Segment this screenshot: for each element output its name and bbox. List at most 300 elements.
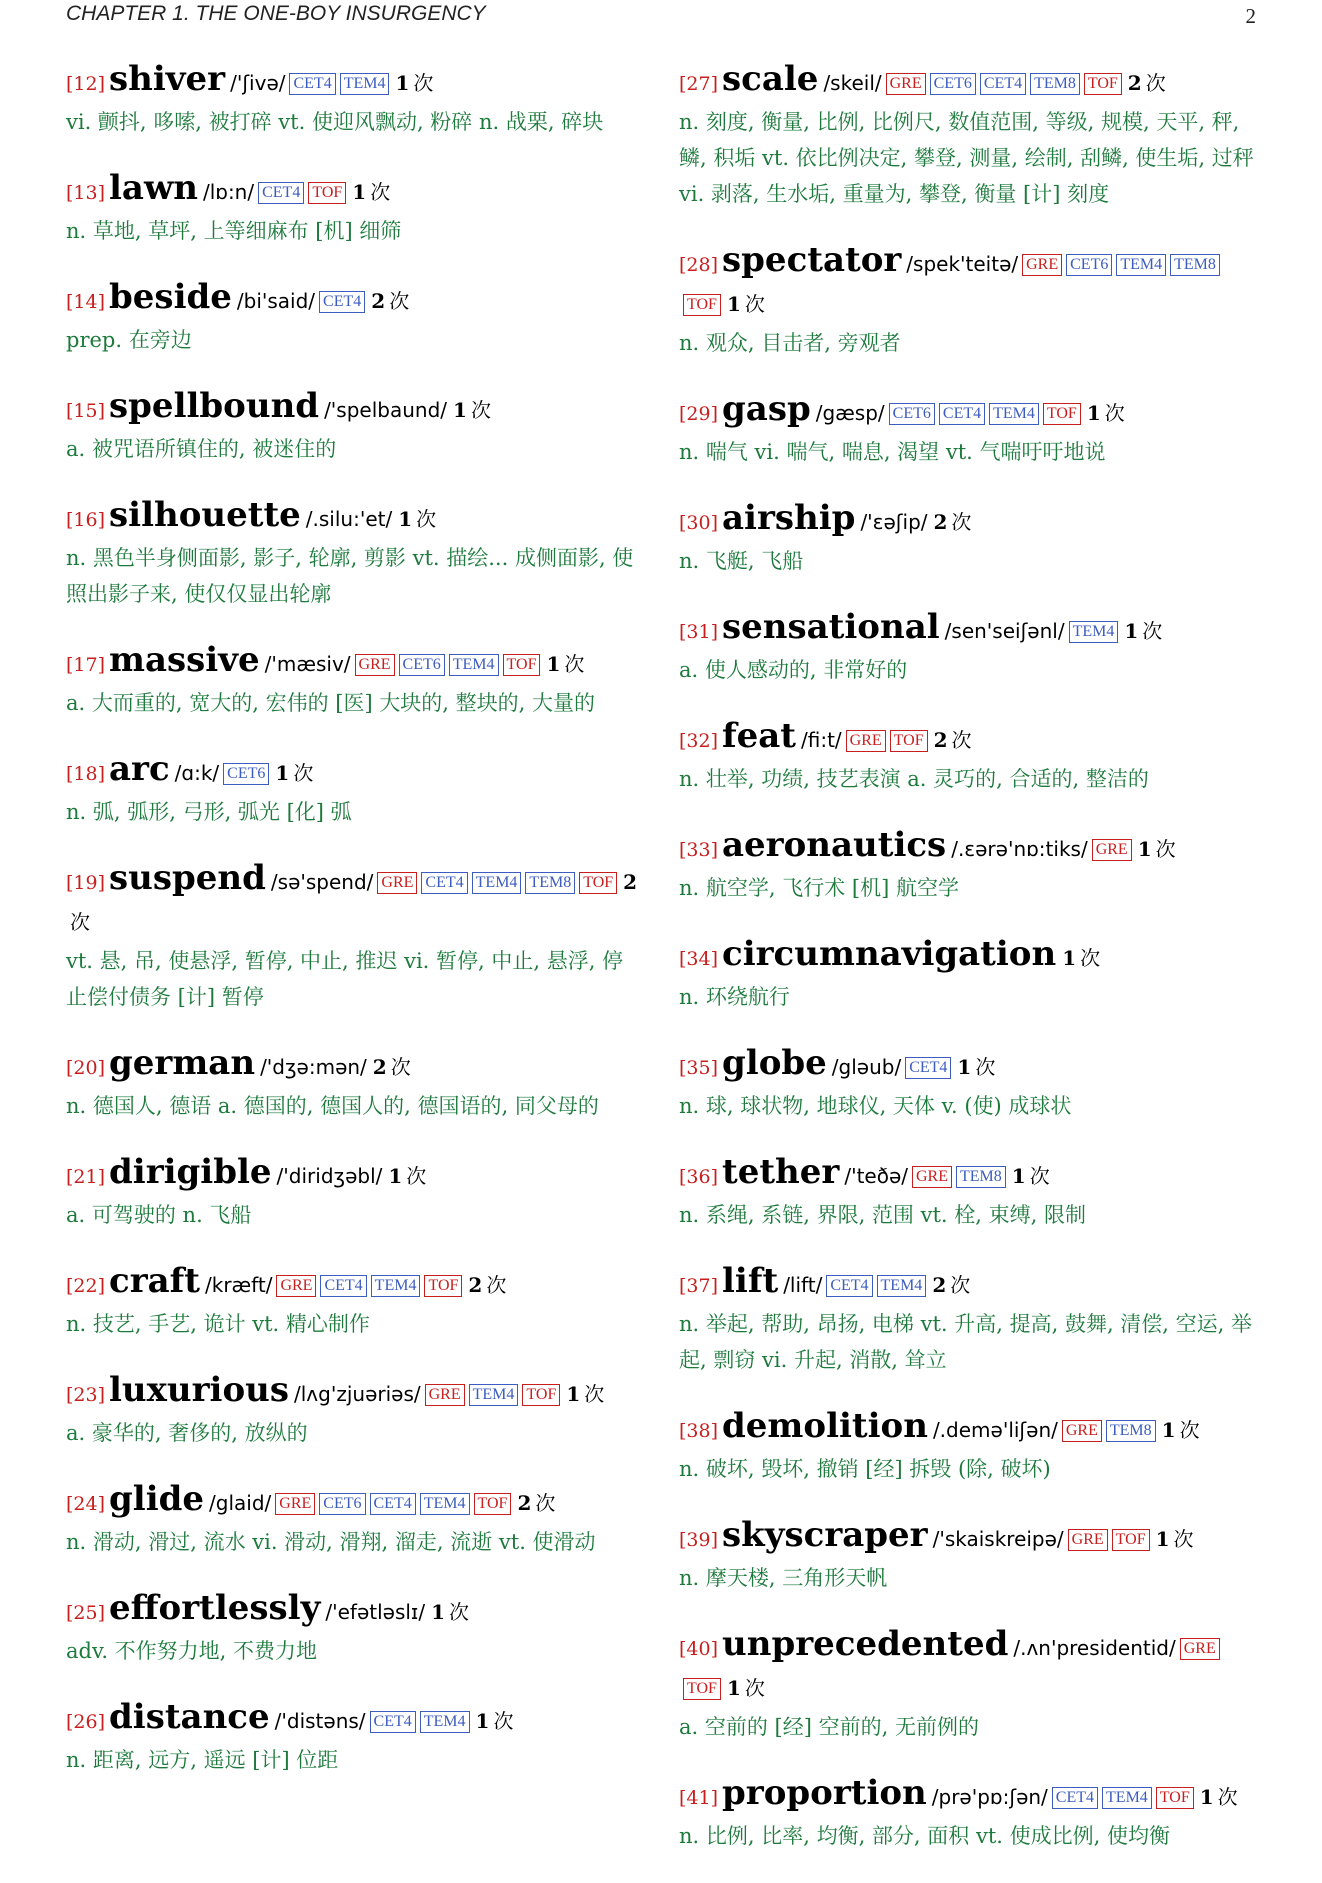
entry-index: [26] [66, 1711, 106, 1733]
occurrence-count: 1 [726, 1676, 741, 1700]
occurrence-count: 1 [566, 1382, 581, 1406]
exam-tag-cet4: CET4 [370, 1711, 416, 1733]
entry-word: german [109, 1043, 256, 1083]
exam-tag-tof: TOF [1156, 1787, 1194, 1809]
vocab-entry [679, 1625, 1256, 1745]
entry-definition: vi. 颤抖, 哆嗦, 被打碎 vt. 使迎风飘动, 粉碎 n. 战栗, 碎块 [66, 110, 604, 134]
exam-tag-cet6: CET6 [889, 403, 935, 425]
entry-headline [66, 387, 643, 431]
exam-tag-tof: TOF [1084, 73, 1122, 95]
exam-tag-tem4: TEM4 [340, 73, 390, 95]
entry-index: [41] [679, 1787, 719, 1809]
occurrence-count: 1 [395, 71, 410, 95]
occurrence-count: 2 [517, 1491, 532, 1515]
entry-headline [679, 1774, 1256, 1818]
entry-phonetic: /lift/ [783, 1273, 823, 1297]
entry-phonetic: /'ɛəʃip/ [860, 510, 928, 534]
entry-headline [679, 1516, 1256, 1560]
exam-tag-gre: GRE [846, 730, 886, 752]
entry-phonetic: /'mæsiv/ [264, 652, 351, 676]
entry-headline [679, 826, 1256, 870]
entry-definition: n. 破坏, 毁坏, 撤销 [经] 拆毁 (除, 破坏) [679, 1457, 1051, 1481]
vocab-entry [66, 1698, 643, 1778]
entry-phonetic: /'dʒə:mən/ [260, 1055, 367, 1079]
entry-word: spectator [722, 240, 902, 280]
occurrence-unit: 次 [470, 398, 491, 422]
entry-phonetic: /'distəns/ [274, 1709, 366, 1733]
exam-tag-cet4: CET4 [1052, 1787, 1098, 1809]
entry-index: [16] [66, 509, 106, 531]
occurrence-count: 1 [388, 1164, 403, 1188]
occurrence-unit: 次 [389, 289, 410, 313]
exam-tag-tem8: TEM8 [1106, 1420, 1156, 1442]
entry-phonetic: /prə'pɒ:ʃən/ [931, 1785, 1048, 1809]
entry-headline [66, 169, 643, 213]
vocab-entry [679, 826, 1256, 906]
exam-tag-cet6: CET6 [223, 763, 269, 785]
occurrence-count: 2 [933, 510, 948, 534]
exam-tag-cet6: CET6 [930, 73, 976, 95]
exam-tag-tem4: TEM4 [472, 872, 522, 894]
exam-tag-tem4: TEM4 [469, 1384, 519, 1406]
occurrence-count: 1 [1086, 401, 1101, 425]
entry-headline [679, 608, 1256, 652]
entry-index: [30] [679, 512, 719, 534]
vocab-entry [66, 750, 643, 830]
exam-tag-cet4: CET4 [320, 1275, 366, 1297]
vocab-entry [679, 1516, 1256, 1596]
vocab-entry [679, 241, 1256, 361]
entry-phonetic: /sə'spend/ [270, 870, 374, 894]
vocab-entry [66, 1480, 643, 1560]
entry-phonetic: /gləub/ [831, 1055, 902, 1079]
occurrence-unit: 次 [493, 1709, 514, 1733]
entry-headline [679, 390, 1256, 434]
entry-index: [14] [66, 291, 106, 313]
occurrence-count: 1 [1155, 1527, 1170, 1551]
exam-tag-tof: TOF [683, 294, 721, 316]
vocab-entry [66, 1044, 643, 1124]
entry-headline [679, 1407, 1256, 1451]
exam-tag-tem8: TEM8 [1030, 73, 1080, 95]
entry-word: dirigible [109, 1152, 272, 1192]
occurrence-unit: 次 [951, 728, 972, 752]
entry-definition: a. 被咒语所镇住的, 被迷住的 [66, 437, 337, 461]
exam-tag-gre: GRE [425, 1384, 465, 1406]
entry-index: [35] [679, 1057, 719, 1079]
occurrence-count: 1 [1199, 1785, 1214, 1809]
occurrence-unit: 次 [293, 761, 314, 785]
entry-definition: a. 大而重的, 宽大的, 宏伟的 [医] 大块的, 整块的, 大量的 [66, 691, 596, 715]
entry-definition: n. 壮举, 功绩, 技艺表演 a. 灵巧的, 合适的, 整洁的 [679, 767, 1149, 791]
entry-word: unprecedented [722, 1624, 1009, 1664]
entry-index: [18] [66, 763, 106, 785]
entry-phonetic: /'spelbaund/ [324, 398, 448, 422]
occurrence-unit: 次 [951, 510, 972, 534]
entry-definition: n. 观众, 目击者, 旁观者 [679, 331, 901, 355]
entry-phonetic: /'skaiskreipə/ [932, 1527, 1064, 1551]
entry-index: [34] [679, 948, 719, 970]
entry-word: lawn [109, 168, 198, 208]
exam-tag-tem8: TEM8 [525, 872, 575, 894]
entry-definition: n. 环绕航行 [679, 985, 790, 1009]
entry-definition: n. 弧, 弧形, 弓形, 弧光 [化] 弧 [66, 800, 352, 824]
entry-definition: n. 比例, 比率, 均衡, 部分, 面积 vt. 使成比例, 使均衡 [679, 1824, 1170, 1848]
exam-tag-tof: TOF [474, 1493, 512, 1515]
vocab-entry [679, 499, 1256, 579]
entry-index: [13] [66, 182, 106, 204]
entry-phonetic: /'efətləslɪ/ [325, 1600, 426, 1624]
entry-phonetic: /.ʌn'presidentid/ [1013, 1636, 1176, 1660]
occurrence-unit: 次 [449, 1600, 470, 1624]
entry-phonetic: /gæsp/ [815, 401, 885, 425]
occurrence-count: 1 [431, 1600, 446, 1624]
entry-definition: vt. 悬, 吊, 使悬浮, 暂停, 中止, 推迟 vi. 暂停, 中止, 悬浮, 停止偿付债务 [计] 暂停 [66, 949, 624, 1009]
entry-headline [66, 1589, 643, 1633]
entry-word: proportion [722, 1773, 927, 1813]
exam-tag-tof: TOF [1043, 403, 1081, 425]
occurrence-unit: 次 [1217, 1785, 1238, 1809]
entry-phonetic: /'teðə/ [844, 1164, 908, 1188]
vocab-entry [679, 935, 1256, 1015]
occurrence-count: 2 [932, 1273, 947, 1297]
entry-phonetic: /bi'said/ [236, 289, 316, 313]
entry-headline [66, 1044, 643, 1088]
occurrence-count: 2 [372, 1055, 387, 1079]
occurrence-count: 1 [957, 1055, 972, 1079]
occurrence-unit: 次 [413, 71, 434, 95]
occurrence-unit: 次 [406, 1164, 427, 1188]
exam-tag-tem4: TEM4 [1102, 1787, 1152, 1809]
vocab-entry [66, 1153, 643, 1233]
vocab-entry [66, 169, 643, 249]
entry-index: [23] [66, 1384, 106, 1406]
entry-word: tether [722, 1152, 840, 1192]
vocab-entry [679, 1044, 1256, 1124]
occurrence-unit: 次 [1179, 1418, 1200, 1442]
exam-tag-tof: TOF [683, 1678, 721, 1700]
exam-tag-gre: GRE [1092, 839, 1132, 861]
occurrence-unit: 次 [950, 1273, 971, 1297]
occurrence-unit: 次 [1142, 619, 1163, 643]
entry-word: circumnavigation [722, 934, 1057, 974]
entry-word: airship [722, 498, 856, 538]
entry-phonetic: /ɑ:k/ [174, 761, 220, 785]
occurrence-unit: 次 [564, 652, 585, 676]
entry-headline [679, 241, 1256, 325]
entry-definition: n. 飞艇, 飞船 [679, 549, 804, 573]
entry-index: [24] [66, 1493, 106, 1515]
entry-phonetic: /glaid/ [209, 1491, 272, 1515]
entry-word: silhouette [109, 495, 301, 535]
entry-index: [33] [679, 839, 719, 861]
entry-word: beside [109, 277, 232, 317]
exam-tag-cet6: CET6 [319, 1493, 365, 1515]
entry-index: [27] [679, 73, 719, 95]
occurrence-unit: 次 [744, 292, 765, 316]
entry-word: craft [109, 1261, 200, 1301]
entry-word: spellbound [109, 386, 320, 426]
occurrence-count: 2 [623, 870, 638, 894]
occurrence-unit: 次 [390, 1055, 411, 1079]
vocab-entry [66, 1371, 643, 1451]
occurrence-count: 2 [468, 1273, 483, 1297]
entry-headline [66, 750, 643, 794]
exam-tag-cet4: CET4 [370, 1493, 416, 1515]
entry-index: [31] [679, 621, 719, 643]
entry-definition: n. 距离, 远方, 遥远 [计] 位距 [66, 1748, 339, 1772]
entry-definition: adv. 不作努力地, 不费力地 [66, 1639, 318, 1663]
vocab-entry [66, 641, 643, 721]
entry-headline [679, 1262, 1256, 1306]
entry-headline [679, 60, 1256, 104]
exam-tag-cet6: CET6 [1066, 254, 1112, 276]
entry-definition: a. 空前的 [经] 空前的, 无前例的 [679, 1715, 979, 1739]
occurrence-count: 1 [1011, 1164, 1026, 1188]
occurrence-count: 1 [453, 398, 467, 422]
entry-word: gasp [722, 389, 811, 429]
exam-tag-tem4: TEM4 [1116, 254, 1166, 276]
occurrence-count: 1 [1161, 1418, 1176, 1442]
entry-word: suspend [109, 858, 266, 898]
entry-index: [32] [679, 730, 719, 752]
entry-definition: n. 球, 球状物, 地球仪, 天体 v. (使) 成球状 [679, 1094, 1072, 1118]
vocab-entry [679, 717, 1256, 797]
occurrence-count: 1 [726, 292, 741, 316]
exam-tag-cet4: CET4 [421, 872, 467, 894]
exam-tag-gre: GRE [355, 654, 395, 676]
entry-index: [12] [66, 73, 106, 95]
entry-definition: prep. 在旁边 [66, 328, 192, 352]
entry-index: [38] [679, 1420, 719, 1442]
exam-tag-cet4: CET4 [319, 291, 365, 313]
entry-index: [20] [66, 1057, 106, 1079]
entry-phonetic: /.silu:'et/ [305, 507, 393, 531]
entry-headline [679, 1153, 1256, 1197]
entry-definition: n. 举起, 帮助, 昂扬, 电梯 vt. 升高, 提高, 鼓舞, 清偿, 空运, 举起, 剽窃 vi. 升起, 消散, 耸立 [679, 1312, 1253, 1372]
vocab-entry [66, 278, 643, 358]
entry-index: [39] [679, 1529, 719, 1551]
entry-word: effortlessly [109, 1588, 321, 1628]
entry-phonetic: /skeil/ [823, 71, 882, 95]
exam-tag-gre: GRE [1068, 1529, 1108, 1551]
exam-tag-cet4: CET4 [826, 1275, 872, 1297]
vocab-entry [66, 1262, 643, 1342]
occurrence-count: 2 [1127, 71, 1142, 95]
vocab-entry [66, 496, 643, 612]
entry-phonetic: /.ɛərə'nɒ:tiks/ [951, 837, 1088, 861]
vocab-entry [66, 859, 643, 1015]
entry-word: shiver [109, 59, 226, 99]
entry-headline [66, 1371, 643, 1415]
entry-word: demolition [722, 1406, 928, 1446]
left-column [66, 60, 643, 1883]
entry-headline [66, 60, 643, 104]
vocab-entry [679, 1774, 1256, 1854]
entry-headline [66, 496, 643, 540]
entry-headline [66, 1698, 643, 1742]
occurrence-unit: 次 [1145, 71, 1166, 95]
occurrence-unit: 次 [70, 910, 90, 934]
chapter-title: CHAPTER 1. THE ONE-BOY INSURGENCY [66, 2, 486, 25]
entry-definition: n. 喘气 vi. 喘气, 喘息, 渴望 vt. 气喘吁吁地说 [679, 440, 1106, 464]
exam-tag-tof: TOF [424, 1275, 462, 1297]
occurrence-unit: 次 [584, 1382, 605, 1406]
exam-tag-tof: TOF [522, 1384, 560, 1406]
exam-tag-tof: TOF [503, 654, 541, 676]
entry-word: feat [722, 716, 797, 756]
exam-tag-tem4: TEM4 [877, 1275, 927, 1297]
entry-definition: n. 黑色半身侧面影, 影子, 轮廓, 剪影 vt. 描绘... 成侧面影, 使照出影子来, 使仅仅显出轮廓 [66, 546, 634, 606]
entry-phonetic: /'diridʒəbl/ [276, 1164, 383, 1188]
page-number: 2 [1245, 4, 1256, 28]
exam-tag-tof: TOF [308, 182, 346, 204]
entry-definition: a. 使人感动的, 非常好的 [679, 658, 908, 682]
vocab-entry [66, 60, 643, 140]
entry-phonetic: /spek'teitə/ [906, 252, 1019, 276]
entry-headline [679, 717, 1256, 761]
occurrence-count: 1 [352, 180, 367, 204]
exam-tag-gre: GRE [1180, 1638, 1220, 1660]
exam-tag-tem4: TEM4 [420, 1711, 470, 1733]
exam-tag-gre: GRE [1022, 254, 1062, 276]
exam-tag-cet4: CET4 [939, 403, 985, 425]
occurrence-unit: 次 [744, 1676, 765, 1700]
occurrence-count: 1 [275, 761, 290, 785]
vocab-entry [679, 390, 1256, 470]
exam-tag-tem4: TEM4 [989, 403, 1039, 425]
vocab-entry [66, 1589, 643, 1669]
entry-word: sensational [722, 607, 940, 647]
occurrence-count: 2 [371, 289, 386, 313]
entry-index: [40] [679, 1638, 719, 1660]
exam-tag-gre: GRE [886, 73, 926, 95]
vocab-entry [679, 608, 1256, 688]
occurrence-unit: 次 [486, 1273, 507, 1297]
entry-index: [29] [679, 403, 719, 425]
vocab-entry [679, 1407, 1256, 1487]
vocab-entry [679, 60, 1256, 212]
entry-phonetic: /lʌg'zjuəriəs/ [294, 1382, 421, 1406]
vocab-entry [679, 1153, 1256, 1233]
vocab-entry [679, 1262, 1256, 1378]
entry-word: globe [722, 1043, 827, 1083]
entry-index: [28] [679, 254, 719, 276]
entry-definition: n. 技艺, 手艺, 诡计 vt. 精心制作 [66, 1312, 370, 1336]
occurrence-unit: 次 [1104, 401, 1125, 425]
entry-phonetic: /fi:t/ [801, 728, 842, 752]
exam-tag-tof: TOF [1112, 1529, 1150, 1551]
entry-headline [66, 859, 643, 943]
entry-phonetic: /sen'seiʃənl/ [944, 619, 1065, 643]
entry-definition: n. 摩天楼, 三角形天帆 [679, 1566, 888, 1590]
occurrence-count: 1 [1124, 619, 1139, 643]
entry-definition: n. 滑动, 滑过, 流水 vi. 滑动, 滑翔, 溜走, 流逝 vt. 使滑动 [66, 1530, 596, 1554]
entry-phonetic: /.demə'liʃən/ [932, 1418, 1058, 1442]
exam-tag-cet4: CET4 [980, 73, 1026, 95]
entry-word: lift [722, 1261, 779, 1301]
entry-index: [37] [679, 1275, 719, 1297]
exam-tag-tem4: TEM4 [420, 1493, 470, 1515]
exam-tag-tem4: TEM4 [371, 1275, 421, 1297]
occurrence-unit: 次 [370, 180, 391, 204]
occurrence-unit: 次 [1173, 1527, 1194, 1551]
occurrence-unit: 次 [1029, 1164, 1050, 1188]
entry-word: distance [109, 1697, 270, 1737]
entry-headline [679, 1625, 1256, 1709]
entry-headline [66, 641, 643, 685]
entry-phonetic: /kræft/ [205, 1273, 273, 1297]
entry-phonetic: /lɒ:n/ [202, 180, 255, 204]
exam-tag-tem4: TEM4 [449, 654, 499, 676]
exam-tag-cet6: CET6 [399, 654, 445, 676]
running-header [66, 2, 1256, 28]
exam-tag-tem8: TEM8 [1170, 254, 1220, 276]
exam-tag-gre: GRE [1062, 1420, 1102, 1442]
entry-definition: a. 豪华的, 奢侈的, 放纵的 [66, 1421, 308, 1445]
occurrence-count: 1 [1137, 837, 1152, 861]
exam-tag-cet4: CET4 [289, 73, 335, 95]
occurrence-unit: 次 [1080, 946, 1101, 970]
entry-definition: n. 航空学, 飞行术 [机] 航空学 [679, 876, 959, 900]
occurrence-unit: 次 [975, 1055, 996, 1079]
entry-word: skyscraper [722, 1515, 928, 1555]
entry-definition: n. 刻度, 衡量, 比例, 比例尺, 数值范围, 等级, 规模, 天平, 秤, 鳞, 积垢 vt. 依比例决定, 攀登, 测量, 绘制, 刮鳞, 使生垢, 过秤 vi. 剥落, 生水垢, 重量为, 攀登, 衡量 [计] 刻度 [679, 110, 1254, 206]
occurrence-count: 1 [475, 1709, 490, 1733]
entry-word: scale [722, 59, 819, 99]
entry-definition: n. 草地, 草坪, 上等细麻布 [机] 细筛 [66, 219, 402, 243]
entry-definition: n. 德国人, 德语 a. 德国的, 德国人的, 德国语的, 同父母的 [66, 1094, 599, 1118]
entry-headline [66, 1262, 643, 1306]
entry-index: [15] [66, 400, 106, 422]
entry-headline [679, 499, 1256, 543]
entry-index: [22] [66, 1275, 106, 1297]
columns [66, 60, 1256, 1883]
vocab-entry [66, 387, 643, 467]
exam-tag-gre: GRE [377, 872, 417, 894]
entry-index: [19] [66, 872, 106, 894]
entry-word: aeronautics [722, 825, 947, 865]
entry-word: massive [109, 640, 260, 680]
exam-tag-cet4: CET4 [258, 182, 304, 204]
occurrence-unit: 次 [1155, 837, 1176, 861]
entry-word: glide [109, 1479, 205, 1519]
entry-index: [17] [66, 654, 106, 676]
exam-tag-gre: GRE [912, 1166, 952, 1188]
entry-headline [679, 1044, 1256, 1088]
entry-headline [679, 935, 1256, 979]
entry-word: luxurious [109, 1370, 290, 1410]
exam-tag-gre: GRE [275, 1493, 315, 1515]
entry-phonetic: /'ʃivə/ [230, 71, 286, 95]
entry-index: [36] [679, 1166, 719, 1188]
occurrence-count: 2 [933, 728, 948, 752]
entry-headline [66, 278, 643, 322]
exam-tag-cet4: CET4 [905, 1057, 951, 1079]
exam-tag-tem4: TEM4 [1069, 621, 1119, 643]
entry-headline [66, 1153, 643, 1197]
entry-headline [66, 1480, 643, 1524]
occurrence-count: 1 [546, 652, 561, 676]
exam-tag-tof: TOF [890, 730, 928, 752]
exam-tag-tem8: TEM8 [956, 1166, 1006, 1188]
entry-index: [21] [66, 1166, 106, 1188]
right-column [679, 60, 1256, 1883]
occurrence-count: 1 [398, 507, 413, 531]
occurrence-unit: 次 [416, 507, 437, 531]
entry-word: arc [109, 749, 170, 789]
exam-tag-gre: GRE [276, 1275, 316, 1297]
